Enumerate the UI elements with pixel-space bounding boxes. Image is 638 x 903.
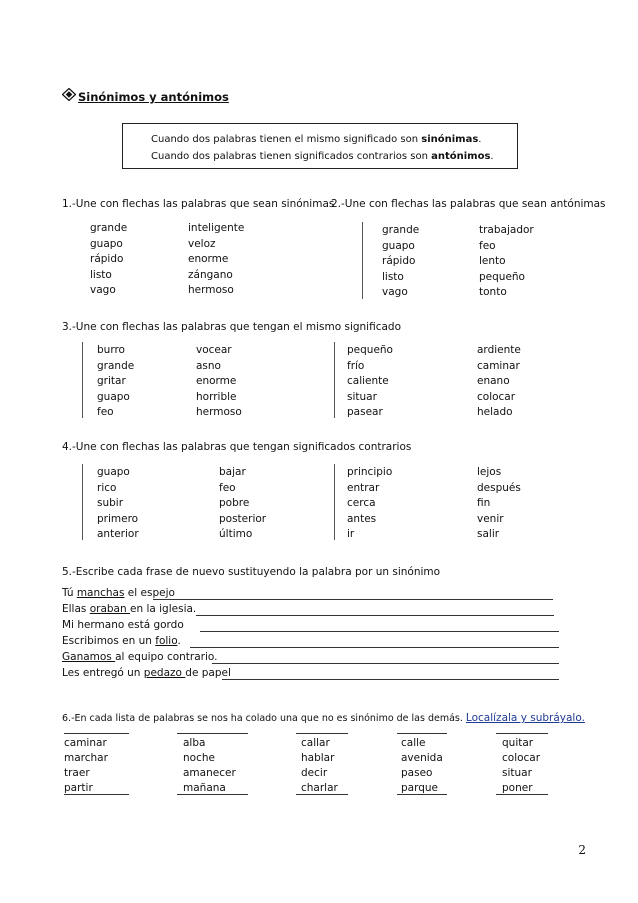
list-item: inteligente bbox=[188, 222, 245, 234]
list-item: listo bbox=[90, 268, 112, 281]
list-item[interactable]: poner bbox=[502, 782, 533, 794]
ex6-list-3 bbox=[301, 736, 338, 796]
list-item: tonto bbox=[479, 286, 507, 298]
ex3-instruction: 3.-Une con flechas las palabras que tengan el mismo significado bbox=[62, 321, 402, 333]
ex3-col1 bbox=[97, 343, 134, 421]
list-item[interactable]: situar bbox=[502, 767, 532, 779]
list-item: feo bbox=[479, 239, 496, 252]
ex4-col4 bbox=[477, 465, 521, 543]
sentence-text: Les entregó un bbox=[62, 667, 144, 679]
list-item: después bbox=[477, 481, 521, 494]
list-item: antes bbox=[347, 512, 377, 525]
list-item: listo bbox=[382, 270, 404, 283]
list-item: hermoso bbox=[196, 406, 242, 418]
definition-line-2 bbox=[151, 151, 494, 162]
ex3-col4 bbox=[477, 343, 521, 421]
list-item: primero bbox=[97, 512, 139, 525]
list-item: grande bbox=[97, 359, 135, 372]
ex6-list-5 bbox=[502, 736, 540, 796]
list-bottom-line bbox=[397, 794, 447, 795]
list-bottom-line bbox=[496, 794, 548, 795]
list-item[interactable]: avenida bbox=[401, 752, 443, 764]
list-item: pasear bbox=[347, 406, 383, 418]
list-item: último bbox=[219, 528, 253, 540]
ex6-list-1 bbox=[64, 736, 108, 796]
list-item: zángano bbox=[188, 268, 233, 281]
list-item: venir bbox=[477, 512, 504, 525]
ex3-col3 bbox=[347, 343, 393, 421]
answer-line[interactable] bbox=[212, 663, 559, 664]
list-item: fin bbox=[477, 497, 491, 509]
title-text: Sinónimos y antónimos bbox=[78, 90, 229, 104]
list-item[interactable]: alba bbox=[183, 737, 206, 749]
list-item: rápido bbox=[382, 255, 416, 267]
list-item: ardiente bbox=[477, 344, 521, 356]
def2-bold: antónimos bbox=[431, 151, 491, 162]
list-item: feo bbox=[97, 406, 114, 418]
list-top-line bbox=[397, 733, 447, 734]
sentence-target-word: Ganamos bbox=[62, 651, 116, 663]
list-item: helado bbox=[477, 406, 513, 418]
def2-end: . bbox=[490, 151, 494, 162]
ex2-left-column bbox=[382, 223, 419, 301]
list-item[interactable]: parque bbox=[401, 782, 439, 794]
ex6-instruction-text: 6.-En cada lista de palabras se nos ha colado una que no es sinónimo de las demás. bbox=[62, 713, 466, 724]
list-item: guapo bbox=[97, 390, 130, 403]
list-item[interactable]: hablar bbox=[301, 752, 335, 764]
answer-line[interactable] bbox=[222, 679, 559, 680]
sentence-text: Tú bbox=[62, 587, 77, 599]
ex4-instruction: 4.-Une con flechas las palabras que tengan significados contrarios bbox=[62, 441, 412, 453]
ex3-left-divider bbox=[82, 342, 83, 418]
ex6-list-2 bbox=[183, 736, 236, 796]
sentence-target-word: oraban bbox=[89, 603, 130, 615]
list-item: feo bbox=[219, 481, 236, 494]
list-item: horrible bbox=[196, 390, 237, 403]
ex1-left-column bbox=[90, 221, 127, 299]
sentence-text: de papel bbox=[185, 667, 231, 679]
ex6-instruction-link: Localízala y subráyalo. bbox=[465, 712, 585, 724]
sentence-row bbox=[62, 665, 231, 681]
list-item: rico bbox=[97, 481, 117, 494]
list-item[interactable]: calle bbox=[401, 737, 426, 749]
sentence-target-word: folio bbox=[155, 635, 178, 647]
list-item: asno bbox=[196, 359, 221, 372]
list-item: enorme bbox=[196, 375, 237, 387]
diamond-bullet-icon bbox=[62, 88, 76, 104]
sentence-text: en la iglesia. bbox=[130, 603, 197, 615]
ex2-divider bbox=[362, 222, 363, 299]
list-item: trabajador bbox=[479, 224, 534, 236]
list-item: lejos bbox=[477, 466, 502, 478]
list-item: cerca bbox=[347, 497, 376, 509]
ex4-left-divider bbox=[82, 464, 83, 540]
list-item: entrar bbox=[347, 481, 380, 494]
def1-bold: sinónimas bbox=[421, 134, 479, 145]
list-item[interactable]: charlar bbox=[301, 782, 338, 794]
answer-line[interactable] bbox=[200, 631, 559, 632]
page-title bbox=[62, 88, 229, 104]
ex2-instruction: 2.-Une con flechas las palabras que sean antónimas bbox=[331, 198, 606, 210]
answer-line[interactable] bbox=[196, 615, 554, 616]
list-item[interactable]: decir bbox=[301, 767, 328, 779]
list-item[interactable]: callar bbox=[301, 737, 330, 749]
list-item: anterior bbox=[97, 528, 139, 540]
definition-box bbox=[122, 123, 518, 169]
list-top-line bbox=[496, 733, 548, 734]
list-item: lento bbox=[479, 255, 506, 267]
ex6-instruction bbox=[62, 712, 585, 724]
sentence-text: Escribimos en un bbox=[62, 635, 156, 647]
list-item: hermoso bbox=[188, 284, 234, 296]
answer-line[interactable] bbox=[190, 647, 559, 648]
list-item[interactable]: noche bbox=[183, 752, 215, 764]
list-item: vocear bbox=[196, 344, 232, 356]
list-item[interactable]: quitar bbox=[502, 737, 534, 749]
list-item: guapo bbox=[382, 239, 415, 252]
list-item: veloz bbox=[188, 237, 216, 250]
list-item[interactable]: traer bbox=[64, 767, 90, 779]
list-bottom-line bbox=[64, 794, 129, 795]
sentence-target-word: pedazo bbox=[143, 667, 186, 679]
list-item: burro bbox=[97, 344, 125, 356]
list-item: grande bbox=[90, 222, 128, 234]
ex4-col1 bbox=[97, 465, 139, 543]
ex2-right-column bbox=[479, 223, 534, 301]
list-item: principio bbox=[347, 466, 393, 478]
list-item: vago bbox=[90, 284, 116, 296]
ex4-col3 bbox=[347, 465, 392, 543]
list-item: subir bbox=[97, 497, 124, 509]
list-item: caminar bbox=[477, 359, 520, 372]
list-item: colocar bbox=[477, 390, 516, 403]
list-item: caliente bbox=[347, 375, 389, 387]
list-item: enano bbox=[477, 375, 510, 387]
def1-text: Cuando dos palabras tienen el mismo significado son bbox=[151, 134, 422, 145]
list-item: ir bbox=[347, 528, 355, 540]
list-item: posterior bbox=[219, 512, 267, 525]
list-item: bajar bbox=[219, 466, 246, 478]
list-item[interactable]: amanecer bbox=[183, 767, 236, 779]
answer-line[interactable] bbox=[153, 599, 553, 600]
list-item: rápido bbox=[90, 253, 124, 265]
ex4-middle-divider bbox=[334, 464, 335, 540]
list-top-line bbox=[296, 733, 348, 734]
list-item[interactable]: marchar bbox=[64, 752, 108, 764]
sentence-text: Mi hermano está gordo bbox=[62, 619, 184, 631]
list-item: pequeño bbox=[479, 270, 525, 283]
sentence-text: Ellas bbox=[62, 603, 90, 615]
list-item[interactable]: colocar bbox=[502, 752, 541, 764]
sentence-text: el espejo bbox=[124, 587, 175, 599]
ex1-right-column bbox=[188, 221, 244, 299]
sentence-row bbox=[62, 649, 231, 665]
list-bottom-line bbox=[296, 794, 348, 795]
list-item: vago bbox=[382, 286, 408, 298]
ex3-middle-divider bbox=[334, 342, 335, 418]
list-item: situar bbox=[347, 390, 377, 403]
list-item[interactable]: partir bbox=[64, 782, 93, 794]
list-item: gritar bbox=[97, 375, 126, 387]
definition-line-1 bbox=[151, 134, 481, 145]
ex3-col2 bbox=[196, 343, 242, 421]
list-item: salir bbox=[477, 528, 500, 540]
list-bottom-line bbox=[177, 794, 248, 795]
list-item: grande bbox=[382, 224, 420, 236]
list-item: pequeño bbox=[347, 344, 393, 356]
list-item: pobre bbox=[219, 497, 250, 509]
list-item: frío bbox=[347, 359, 365, 372]
page-number: 2 bbox=[578, 843, 586, 857]
ex6-list-4 bbox=[401, 736, 443, 796]
ex4-col2 bbox=[219, 465, 266, 543]
sentence-target-word: manchas bbox=[76, 587, 125, 599]
list-top-line bbox=[64, 733, 129, 734]
sentence-text: al equipo contrario. bbox=[115, 651, 218, 663]
list-item[interactable]: mañana bbox=[183, 782, 226, 794]
list-item: guapo bbox=[90, 237, 123, 250]
sentence-text: . bbox=[177, 635, 181, 647]
list-item: guapo bbox=[97, 466, 130, 478]
ex5-instruction: 5.-Escribe cada frase de nuevo sustituyendo la palabra por un sinónimo bbox=[62, 566, 441, 578]
list-item[interactable]: paseo bbox=[401, 767, 433, 779]
list-top-line bbox=[177, 733, 248, 734]
list-item[interactable]: caminar bbox=[64, 737, 107, 749]
def1-end: . bbox=[478, 134, 482, 145]
list-item: enorme bbox=[188, 253, 229, 265]
def2-text: Cuando dos palabras tienen significados contrarios son bbox=[151, 151, 432, 162]
ex1-instruction: 1.-Une con flechas las palabras que sean sinónimas bbox=[62, 198, 335, 210]
